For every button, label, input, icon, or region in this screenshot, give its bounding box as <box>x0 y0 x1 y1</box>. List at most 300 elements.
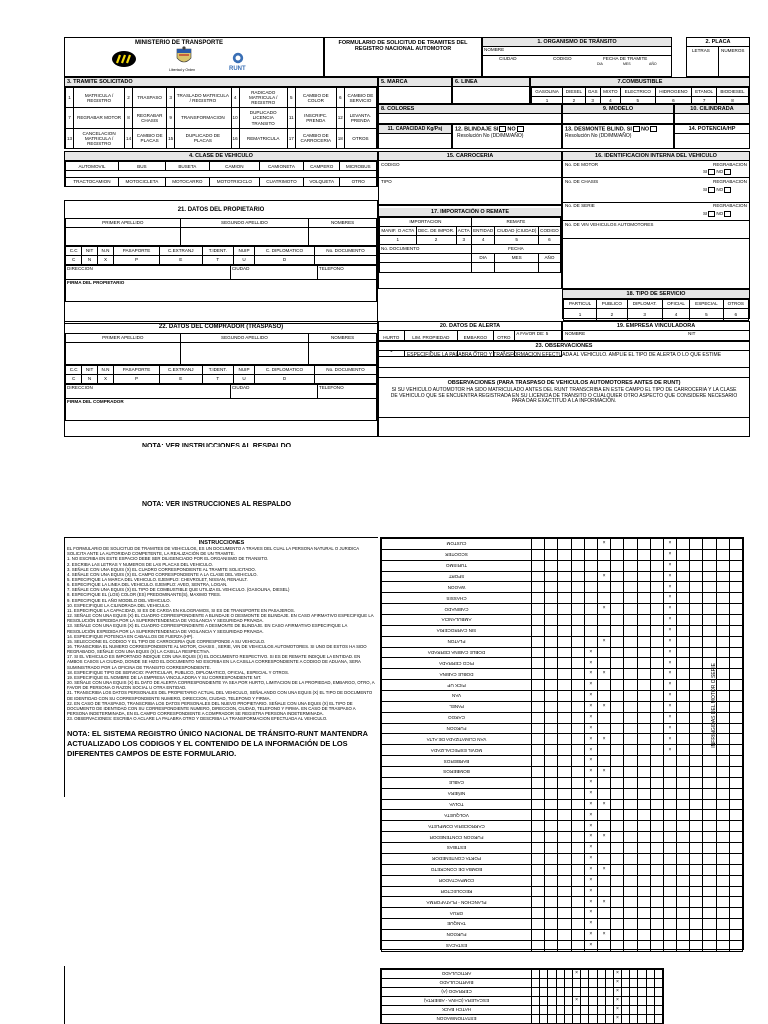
carroceria-cell[interactable] <box>703 799 716 810</box>
carroceria-cell[interactable] <box>703 604 716 615</box>
carroceria-cell[interactable] <box>677 832 690 843</box>
carroceria-cell[interactable] <box>571 539 584 550</box>
carroceria-cell[interactable] <box>571 777 584 788</box>
carroceria-cell[interactable] <box>716 767 729 778</box>
carroceria-cell[interactable] <box>611 756 624 767</box>
carroceria-cell[interactable] <box>637 799 650 810</box>
carroceria-cell[interactable] <box>597 886 610 897</box>
carroceria-cell[interactable]: × <box>663 560 676 571</box>
carroceria-cell[interactable] <box>637 875 650 886</box>
carroceria-cell[interactable] <box>597 821 610 832</box>
carroceria-cell[interactable] <box>556 970 564 979</box>
carroceria-cell[interactable] <box>532 615 545 626</box>
carroceria-cell[interactable] <box>637 821 650 832</box>
carroceria-cell[interactable] <box>571 788 584 799</box>
tramite-option[interactable]: MATRICULA / REGISTRO <box>74 88 125 108</box>
carroceria-cell[interactable] <box>545 615 558 626</box>
carroceria-cell[interactable] <box>624 777 637 788</box>
carroceria-cell[interactable] <box>545 756 558 767</box>
carroceria-cell[interactable] <box>597 712 610 723</box>
carroceria-cell[interactable] <box>624 734 637 745</box>
carroceria-cell[interactable] <box>637 539 650 550</box>
carroceria-cell[interactable] <box>558 886 571 897</box>
combustible-option[interactable]: 1 <box>532 97 563 106</box>
carroceria-cell[interactable] <box>729 539 742 550</box>
carroceria-cell[interactable] <box>556 1006 564 1015</box>
carroceria-cell[interactable] <box>532 988 540 997</box>
carroceria-cell[interactable] <box>605 1015 613 1024</box>
carroceria-cell[interactable] <box>558 658 571 669</box>
carroceria-cell[interactable] <box>729 712 742 723</box>
carroceria-cell[interactable] <box>584 560 597 571</box>
carroceria-cell[interactable] <box>729 853 742 864</box>
tramite-option[interactable]: TRANSFORMACION <box>175 108 231 128</box>
carroceria-cell[interactable]: × <box>572 970 580 979</box>
carroceria-cell[interactable] <box>690 549 703 560</box>
carroceria-cell[interactable] <box>637 929 650 940</box>
import-doc-value[interactable] <box>380 263 472 273</box>
carroceria-cell[interactable] <box>581 1015 589 1024</box>
carroceria-cell[interactable] <box>548 997 556 1006</box>
carroceria-cell[interactable] <box>630 1006 638 1015</box>
carroceria-cell[interactable] <box>690 723 703 734</box>
carroceria-cell[interactable] <box>729 560 742 571</box>
carroceria-cell[interactable] <box>637 636 650 647</box>
carroceria-cell[interactable] <box>571 636 584 647</box>
carroceria-cell[interactable] <box>650 701 663 712</box>
carroceria-cell[interactable]: × <box>613 979 621 988</box>
carroceria-cell[interactable] <box>545 669 558 680</box>
tramite-option[interactable]: LEVANTA. PRENDA <box>344 108 376 128</box>
import-mes-field[interactable] <box>495 263 538 273</box>
carroceria-cell[interactable] <box>690 832 703 843</box>
carroceria-cell[interactable] <box>646 997 654 1006</box>
carroceria-cell[interactable] <box>703 777 716 788</box>
carroceria-cell[interactable] <box>646 988 654 997</box>
carroceria-cell[interactable] <box>663 853 676 864</box>
propietario-doc-option[interactable]: N <box>82 255 98 264</box>
carroceria-cell[interactable] <box>558 734 571 745</box>
carroceria-cell[interactable] <box>677 875 690 886</box>
propietario-ciudad[interactable]: CIUDAD <box>230 265 317 279</box>
carroceria-cell[interactable] <box>532 723 545 734</box>
import-ano-field[interactable] <box>538 263 560 273</box>
import-option[interactable]: 5 <box>495 236 538 245</box>
carroceria-cell[interactable] <box>558 919 571 930</box>
carroceria-cell[interactable] <box>545 539 558 550</box>
carroceria-cell[interactable] <box>571 571 584 582</box>
carroceria-cell[interactable] <box>716 647 729 658</box>
carroceria-cell[interactable] <box>558 560 571 571</box>
carroceria-cell[interactable] <box>703 636 716 647</box>
carroceria-cell[interactable] <box>597 843 610 854</box>
carroceria-cell[interactable] <box>558 929 571 940</box>
carroceria-cell[interactable]: × <box>584 810 597 821</box>
clase-option[interactable]: MICROBUS <box>340 162 377 171</box>
carroceria-cell[interactable] <box>716 604 729 615</box>
carroceria-cell[interactable] <box>605 970 613 979</box>
carroceria-cell[interactable] <box>650 691 663 702</box>
carroceria-cell[interactable] <box>638 1006 646 1015</box>
carroceria-cell[interactable] <box>545 886 558 897</box>
carroceria-cell[interactable] <box>637 604 650 615</box>
carroceria-cell[interactable]: × <box>663 680 676 691</box>
clase-option[interactable]: CAMIONETA <box>259 162 303 171</box>
carroceria-cell[interactable] <box>532 767 545 778</box>
carroceria-cell[interactable] <box>571 680 584 691</box>
carroceria-cell[interactable] <box>637 843 650 854</box>
carroceria-cell[interactable] <box>729 723 742 734</box>
carroceria-cell[interactable] <box>654 1006 662 1015</box>
carroceria-cell[interactable] <box>558 701 571 712</box>
carroceria-cell[interactable] <box>729 571 742 582</box>
carroceria-cell[interactable] <box>729 745 742 756</box>
carroceria-cell[interactable] <box>532 636 545 647</box>
carroceria-cell[interactable] <box>637 940 650 951</box>
carroceria-cell[interactable] <box>571 897 584 908</box>
carroceria-cell[interactable] <box>637 691 650 702</box>
carroceria-cell[interactable] <box>650 560 663 571</box>
carroceria-cell[interactable] <box>677 593 690 604</box>
carroceria-cell[interactable] <box>716 549 729 560</box>
carroceria-cell[interactable] <box>571 940 584 951</box>
carroceria-cell[interactable] <box>716 680 729 691</box>
carroceria-cell[interactable] <box>605 997 613 1006</box>
carroceria-cell[interactable] <box>597 647 610 658</box>
carroceria-cell[interactable] <box>605 988 613 997</box>
carroceria-cell[interactable] <box>611 615 624 626</box>
carroceria-cell[interactable] <box>624 604 637 615</box>
tramite-option[interactable]: REGRABAR MOTOR <box>74 108 125 128</box>
carroceria-cell[interactable] <box>637 571 650 582</box>
carroceria-cell[interactable] <box>703 549 716 560</box>
carroceria-cell[interactable] <box>532 788 545 799</box>
servicio-option[interactable]: 2 <box>597 309 627 321</box>
carroceria-cell[interactable] <box>624 864 637 875</box>
carroceria-cell[interactable]: × <box>584 788 597 799</box>
carroceria-cell[interactable]: × <box>584 669 597 680</box>
carroceria-cell[interactable] <box>571 593 584 604</box>
clase-option[interactable]: CAMPERO <box>303 162 339 171</box>
comprador-primer-field[interactable] <box>66 342 181 364</box>
carroceria-cell[interactable] <box>677 582 690 593</box>
carroceria-cell[interactable] <box>584 625 597 636</box>
carroceria-cell[interactable] <box>584 636 597 647</box>
carroceria-cell[interactable] <box>581 997 589 1006</box>
carroceria-cell[interactable] <box>624 853 637 864</box>
carroceria-cell[interactable] <box>611 821 624 832</box>
carroceria-cell[interactable] <box>624 615 637 626</box>
carroceria-cell[interactable] <box>663 788 676 799</box>
carroceria-cell[interactable] <box>663 864 676 875</box>
carroceria-cell[interactable] <box>624 821 637 832</box>
carroceria-cell[interactable] <box>677 788 690 799</box>
carroceria-cell[interactable] <box>677 669 690 680</box>
carroceria-cell[interactable] <box>611 843 624 854</box>
carroceria-cell[interactable] <box>624 875 637 886</box>
carroceria-cell[interactable] <box>532 810 545 821</box>
carroceria-cell[interactable] <box>690 756 703 767</box>
carroceria-cell[interactable]: × <box>584 712 597 723</box>
carroceria-cell[interactable] <box>663 908 676 919</box>
carroceria-cell[interactable] <box>650 886 663 897</box>
carroceria-cell[interactable] <box>545 723 558 734</box>
carroceria-cell[interactable] <box>630 997 638 1006</box>
carroceria-cell[interactable] <box>545 777 558 788</box>
comprador-doc-option[interactable] <box>314 374 376 383</box>
carroceria-cell[interactable] <box>677 539 690 550</box>
carroceria-cell[interactable] <box>690 745 703 756</box>
carroceria-cell[interactable] <box>703 908 716 919</box>
carroceria-cell[interactable] <box>545 701 558 712</box>
carroceria-cell[interactable] <box>690 680 703 691</box>
carroceria-cell[interactable] <box>548 1006 556 1015</box>
carroceria-cell[interactable] <box>624 571 637 582</box>
carroceria-cell[interactable] <box>571 723 584 734</box>
carroceria-cell[interactable] <box>630 979 638 988</box>
carroceria-cell[interactable] <box>571 756 584 767</box>
carroceria-cell[interactable] <box>545 767 558 778</box>
carroceria-cell[interactable] <box>558 680 571 691</box>
carroceria-cell[interactable] <box>597 788 610 799</box>
carroceria-cell[interactable] <box>611 571 624 582</box>
carroceria-cell[interactable] <box>532 539 545 550</box>
carroceria-cell[interactable] <box>663 777 676 788</box>
carroceria-cell[interactable] <box>650 582 663 593</box>
carroceria-cell[interactable] <box>637 615 650 626</box>
carroceria-cell[interactable] <box>690 593 703 604</box>
carroceria-cell[interactable] <box>611 832 624 843</box>
carroceria-cell[interactable] <box>729 604 742 615</box>
carroceria-cell[interactable] <box>677 549 690 560</box>
carroceria-cell[interactable] <box>703 756 716 767</box>
carroceria-cell[interactable] <box>611 560 624 571</box>
carroceria-cell[interactable] <box>564 1015 572 1024</box>
tramite-option[interactable]: INSCRIPC. PRENDA <box>295 108 336 128</box>
carroceria-cell[interactable] <box>624 636 637 647</box>
carroceria-cell[interactable] <box>716 777 729 788</box>
carroceria-cell[interactable] <box>677 777 690 788</box>
carroceria-cell[interactable] <box>650 604 663 615</box>
carroceria-cell[interactable] <box>605 979 613 988</box>
carroceria-cell[interactable] <box>611 712 624 723</box>
propietario-doc-option[interactable]: E <box>159 255 202 264</box>
carroceria-cell[interactable] <box>677 647 690 658</box>
carroceria-cell[interactable] <box>716 701 729 712</box>
carroceria-cell[interactable] <box>637 582 650 593</box>
comprador-segundo-field[interactable] <box>180 342 309 364</box>
carroceria-cell[interactable] <box>716 799 729 810</box>
tramite-option[interactable]: CAMBIO DE CARROCERIA <box>295 128 336 148</box>
carroceria-cell[interactable] <box>716 897 729 908</box>
carroceria-cell[interactable] <box>611 777 624 788</box>
carroceria-cell[interactable]: × <box>663 615 676 626</box>
carroceria-cell[interactable] <box>716 734 729 745</box>
carroceria-cell[interactable] <box>597 680 610 691</box>
carroceria-cell[interactable] <box>571 929 584 940</box>
carroceria-cell[interactable] <box>571 875 584 886</box>
carroceria-cell[interactable] <box>624 712 637 723</box>
carroceria-cell[interactable] <box>597 625 610 636</box>
carroceria-cell[interactable] <box>545 897 558 908</box>
carroceria-cell[interactable] <box>729 734 742 745</box>
carroceria-cell[interactable] <box>597 1006 605 1015</box>
carroceria-cell[interactable] <box>729 832 742 843</box>
carroceria-cell[interactable] <box>545 604 558 615</box>
carroceria-cell[interactable] <box>556 988 564 997</box>
carroceria-cell[interactable] <box>729 582 742 593</box>
carroceria-cell[interactable] <box>650 897 663 908</box>
desmonte-no-checkbox[interactable] <box>650 126 657 132</box>
carroceria-cell[interactable] <box>611 593 624 604</box>
carroceria-cell[interactable]: × <box>584 767 597 778</box>
carroceria-cell[interactable] <box>558 745 571 756</box>
carroceria-cell[interactable] <box>624 756 637 767</box>
carroceria-cell[interactable] <box>729 658 742 669</box>
carroceria-cell[interactable] <box>716 625 729 636</box>
carroceria-cell[interactable] <box>703 897 716 908</box>
carroceria-cell[interactable] <box>650 821 663 832</box>
carroceria-cell[interactable] <box>611 864 624 875</box>
chasis-si-checkbox[interactable] <box>708 187 715 193</box>
carroceria-cell[interactable] <box>532 669 545 680</box>
carroceria-cell[interactable] <box>611 680 624 691</box>
carroceria-cell[interactable] <box>654 997 662 1006</box>
carroceria-cell[interactable] <box>558 875 571 886</box>
carroceria-cell[interactable] <box>624 919 637 930</box>
carroceria-cell[interactable] <box>646 970 654 979</box>
import-doc-field[interactable] <box>380 254 472 263</box>
carroceria-cell[interactable] <box>690 919 703 930</box>
combustible-option[interactable]: 5 <box>621 97 655 106</box>
carroceria-cell[interactable]: × <box>663 734 676 745</box>
carroceria-cell[interactable]: × <box>584 723 597 734</box>
carroceria-cell[interactable] <box>690 908 703 919</box>
carroceria-cell[interactable] <box>690 886 703 897</box>
carroceria-cell[interactable]: × <box>597 897 610 908</box>
carroceria-cell[interactable] <box>624 799 637 810</box>
carroceria-cell[interactable]: × <box>584 799 597 810</box>
serie-no-checkbox[interactable] <box>724 211 731 217</box>
carroceria-cell[interactable]: × <box>584 647 597 658</box>
carroceria-cell[interactable] <box>597 593 610 604</box>
carroceria-cell[interactable] <box>597 723 610 734</box>
carroceria-cell[interactable] <box>545 864 558 875</box>
carroceria-cell[interactable] <box>703 832 716 843</box>
carroceria-cell[interactable] <box>622 988 630 997</box>
carroceria-cell[interactable] <box>637 832 650 843</box>
carroceria-cell[interactable] <box>624 886 637 897</box>
carroceria-cell[interactable] <box>532 712 545 723</box>
carroceria-cell[interactable] <box>624 669 637 680</box>
carroceria-cell[interactable] <box>545 647 558 658</box>
carroceria-cell[interactable]: × <box>663 582 676 593</box>
carroceria-cell[interactable] <box>729 929 742 940</box>
carroceria-cell[interactable]: × <box>584 756 597 767</box>
carroceria-cell[interactable] <box>532 777 545 788</box>
carroceria-cell[interactable] <box>545 625 558 636</box>
carroceria-cell[interactable] <box>650 745 663 756</box>
carroceria-cell[interactable]: × <box>663 625 676 636</box>
carroceria-cell[interactable] <box>532 886 545 897</box>
carroceria-cell[interactable] <box>584 582 597 593</box>
carroceria-cell[interactable] <box>545 658 558 669</box>
carroceria-cell[interactable] <box>703 539 716 550</box>
carroceria-cell[interactable]: × <box>663 604 676 615</box>
propietario-doc-option[interactable]: P <box>114 255 160 264</box>
carroceria-cell[interactable]: × <box>584 734 597 745</box>
carroceria-cell[interactable] <box>690 853 703 864</box>
comprador-nombres-field[interactable] <box>309 342 377 364</box>
carroceria-cell[interactable] <box>637 897 650 908</box>
carroceria-cell[interactable] <box>650 636 663 647</box>
carroceria-cell[interactable] <box>571 919 584 930</box>
carroceria-cell[interactable] <box>637 734 650 745</box>
carroceria-cell[interactable] <box>677 853 690 864</box>
carroceria-cell[interactable] <box>638 970 646 979</box>
carroceria-cell[interactable] <box>589 1006 597 1015</box>
carroceria-cell[interactable] <box>716 875 729 886</box>
carroceria-cell[interactable] <box>545 549 558 560</box>
carroceria-cell[interactable] <box>558 864 571 875</box>
carroceria-cell[interactable] <box>637 919 650 930</box>
carroceria-cell[interactable] <box>611 875 624 886</box>
carroceria-cell[interactable] <box>637 549 650 560</box>
carroceria-cell[interactable] <box>650 658 663 669</box>
carroceria-cell[interactable] <box>564 988 572 997</box>
carroceria-cell[interactable] <box>532 832 545 843</box>
carroceria-cell[interactable] <box>558 810 571 821</box>
carroceria-cell[interactable] <box>532 908 545 919</box>
carroceria-cell[interactable] <box>729 908 742 919</box>
carroceria-cell[interactable] <box>597 691 610 702</box>
carroceria-cell[interactable] <box>716 756 729 767</box>
carroceria-cell[interactable] <box>548 970 556 979</box>
carroceria-cell[interactable] <box>638 997 646 1006</box>
carroceria-cell[interactable] <box>716 712 729 723</box>
carroceria-cell[interactable] <box>729 886 742 897</box>
carroceria-cell[interactable] <box>597 658 610 669</box>
carroceria-cell[interactable] <box>650 734 663 745</box>
carroceria-cell[interactable] <box>597 997 605 1006</box>
carroceria-cell[interactable] <box>558 777 571 788</box>
carroceria-cell[interactable]: × <box>597 734 610 745</box>
carroceria-cell[interactable] <box>690 712 703 723</box>
carroceria-cell[interactable] <box>677 745 690 756</box>
carroceria-cell[interactable] <box>571 832 584 843</box>
carroceria-cell[interactable] <box>650 843 663 854</box>
carroceria-cell[interactable] <box>637 658 650 669</box>
carroceria-cell[interactable] <box>545 571 558 582</box>
carroceria-cell[interactable] <box>558 788 571 799</box>
carroceria-cell[interactable] <box>690 734 703 745</box>
carroceria-cell[interactable] <box>545 734 558 745</box>
comprador-doc-option[interactable]: X <box>97 374 113 383</box>
carroceria-cell[interactable] <box>540 970 548 979</box>
carroceria-cell[interactable] <box>716 539 729 550</box>
carroceria-cell[interactable] <box>703 940 716 951</box>
carroceria-cell[interactable]: × <box>663 647 676 658</box>
carroceria-cell[interactable] <box>558 843 571 854</box>
carroceria-cell[interactable] <box>532 821 545 832</box>
carroceria-cell[interactable] <box>690 810 703 821</box>
clase-option[interactable]: AUTOMOVIL <box>66 162 119 171</box>
carroceria-cell[interactable]: × <box>584 745 597 756</box>
carroceria-cell[interactable] <box>558 723 571 734</box>
tramite-option[interactable]: REGRABAR CHASIS <box>133 108 167 128</box>
carroceria-cell[interactable]: × <box>663 745 676 756</box>
tramite-option[interactable]: TRASPASO <box>133 88 167 108</box>
